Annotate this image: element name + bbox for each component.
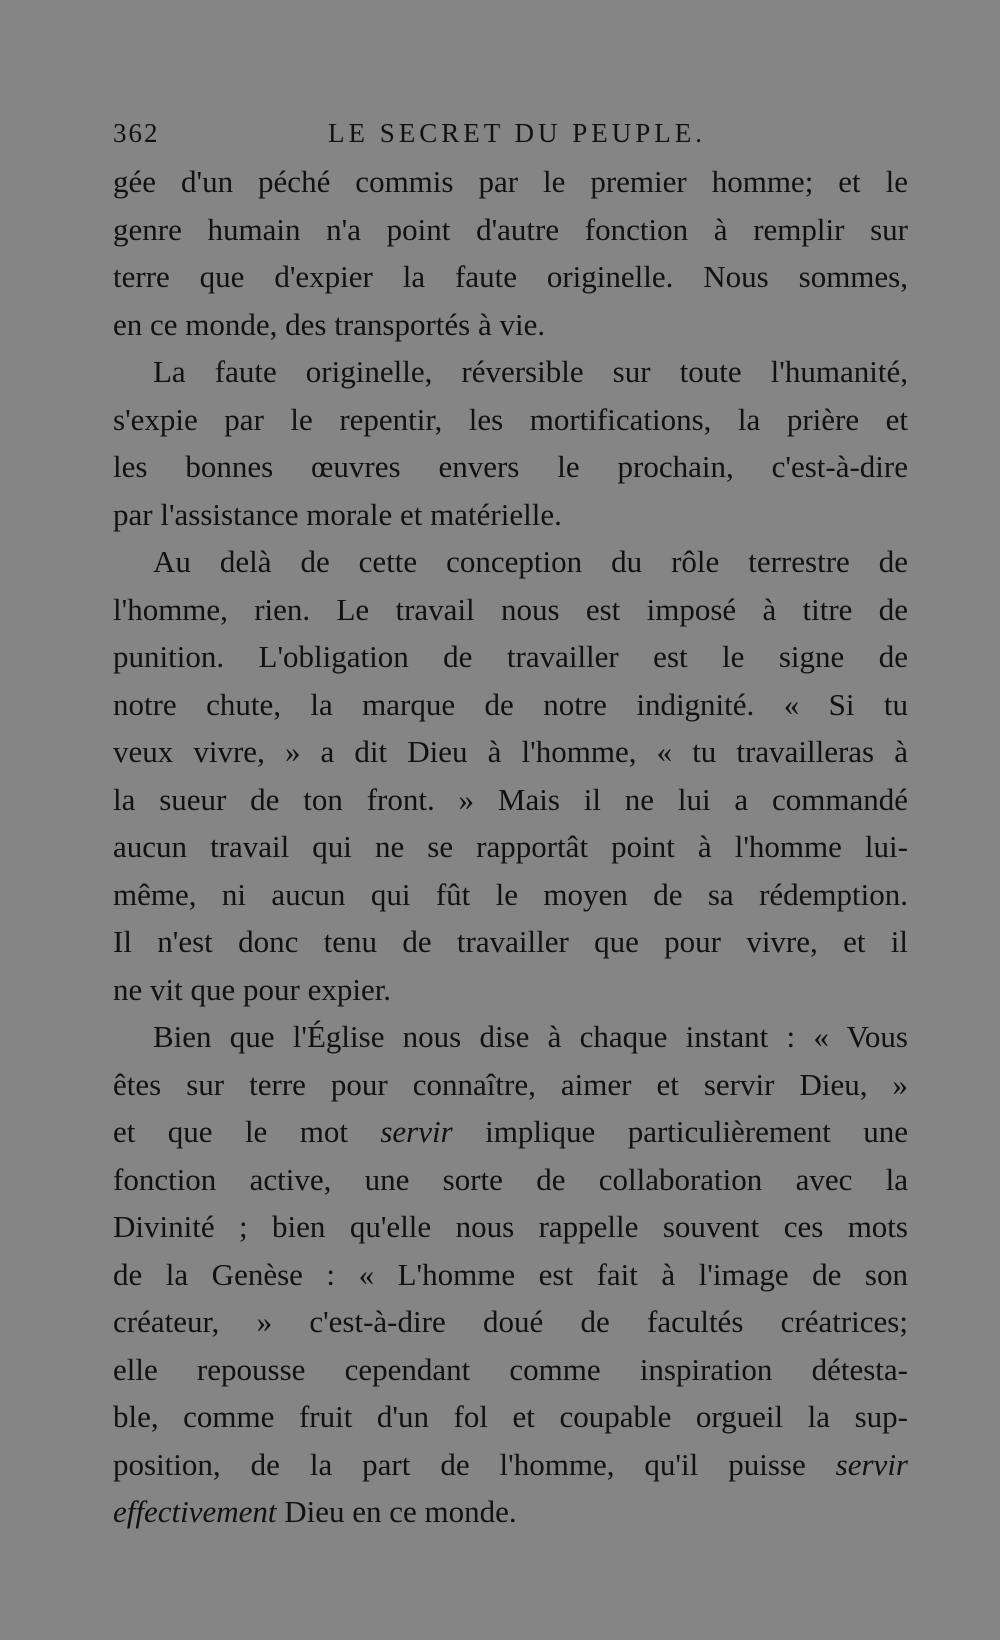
text-line: [113, 1013, 908, 1061]
text-line: [113, 206, 908, 254]
text-line: [113, 1203, 908, 1251]
text-segment: Dieu en ce monde.: [276, 1494, 517, 1529]
text-line: [113, 728, 908, 776]
text-line: [113, 253, 908, 301]
body-text: [113, 158, 908, 1536]
text-segment: veux vivre, » a dit Dieu à l'homme, « tu travailleras à: [113, 734, 908, 769]
text-segment: êtes sur terre pour connaître, aimer et servir Dieu, »: [113, 1066, 908, 1102]
text-line: [113, 823, 908, 871]
text-segment: implique particulièrement une: [452, 1114, 908, 1149]
text-segment: Bien que l'Église nous dise à chaque instant : « Vous: [153, 1019, 908, 1054]
text-line: [113, 396, 908, 444]
text-segment: de la Genèse : « L'homme est fait à l'image de son: [113, 1256, 908, 1292]
text-line: [113, 348, 908, 396]
text-segment: genre humain n'a point d'autre fonction à remplir sur: [113, 211, 908, 247]
text-line: [113, 1156, 908, 1204]
text-line: [113, 586, 908, 634]
text-segment: les bonnes œuvres envers le prochain, c'est-à-dire: [113, 449, 908, 484]
text-segment: créateur, » c'est-à-dire doué de facultés créatrices;: [113, 1304, 908, 1339]
italic-segment: servir: [835, 1446, 908, 1482]
text-segment: gée d'un péché commis par le premier homme; et le: [113, 164, 908, 199]
italic-segment: servir: [380, 1114, 453, 1149]
text-segment: terre que d'expier la faute originelle. Nous sommes,: [113, 259, 908, 294]
text-segment: Au delà de cette conception du rôle terrestre de: [153, 544, 908, 579]
text-line: [113, 681, 908, 729]
text-segment: punition. L'obligation de travailler est le signe de: [113, 639, 908, 674]
text-line: [113, 1393, 908, 1441]
text-line: [113, 966, 908, 1014]
page-header: [113, 110, 908, 158]
text-line: [113, 1441, 908, 1489]
text-segment: ble, comme fruit d'un fol et coupable orgueil la sup-: [113, 1399, 908, 1434]
text-segment: Divinité ; bien qu'elle nous rappelle souvent ces mots: [113, 1209, 908, 1244]
text-segment: Il n'est donc tenu de travailler que pour vivre, et il: [113, 924, 908, 959]
text-line: [113, 1251, 908, 1299]
text-segment: même, ni aucun qui fût le moyen de sa rédemption.: [113, 876, 908, 912]
text-segment: et que le mot: [113, 1114, 381, 1149]
text-segment: elle repousse cependant comme inspiration détesta-: [113, 1351, 908, 1387]
page-number: 362: [113, 118, 160, 148]
text-segment: l'homme, rien. Le travail nous est imposé à titre de: [113, 591, 908, 627]
text-segment: en ce monde, des transportés à vie.: [113, 306, 546, 342]
text-line: [113, 776, 908, 824]
text-segment: par l'assistance morale et matérielle.: [113, 496, 562, 532]
text-segment: La faute originelle, réversible sur toute l'humanité,: [153, 354, 908, 389]
text-segment: notre chute, la marque de notre indignité. « Si tu: [113, 686, 908, 722]
text-line: [113, 1346, 908, 1394]
text-line: [113, 1488, 908, 1536]
book-page: [113, 110, 908, 1536]
text-line: [113, 491, 908, 539]
text-line: [113, 443, 908, 491]
text-line: [113, 871, 908, 919]
text-line: [113, 158, 908, 206]
text-line: [113, 633, 908, 681]
text-segment: aucun travail qui ne se rapportât point à l'homme lui-: [113, 829, 908, 864]
text-segment: fonction active, une sorte de collaboration avec la: [113, 1161, 908, 1197]
text-line: [113, 301, 908, 349]
text-segment: ne vit que pour expier.: [113, 971, 392, 1007]
text-line: [113, 1061, 908, 1109]
text-line: [113, 538, 908, 586]
running-title: LE SECRET DU PEUPLE.: [328, 118, 707, 148]
text-line: [113, 1108, 908, 1156]
text-segment: s'expie par le repentir, les mortifications, la prière et: [113, 401, 908, 437]
italic-segment: effectivement: [113, 1494, 277, 1529]
text-line: [113, 1298, 908, 1346]
text-segment: position, de la part de l'homme, qu'il puisse: [113, 1446, 836, 1482]
text-segment: la sueur de ton front. » Mais il ne lui a commandé: [113, 781, 908, 817]
text-line: [113, 918, 908, 966]
